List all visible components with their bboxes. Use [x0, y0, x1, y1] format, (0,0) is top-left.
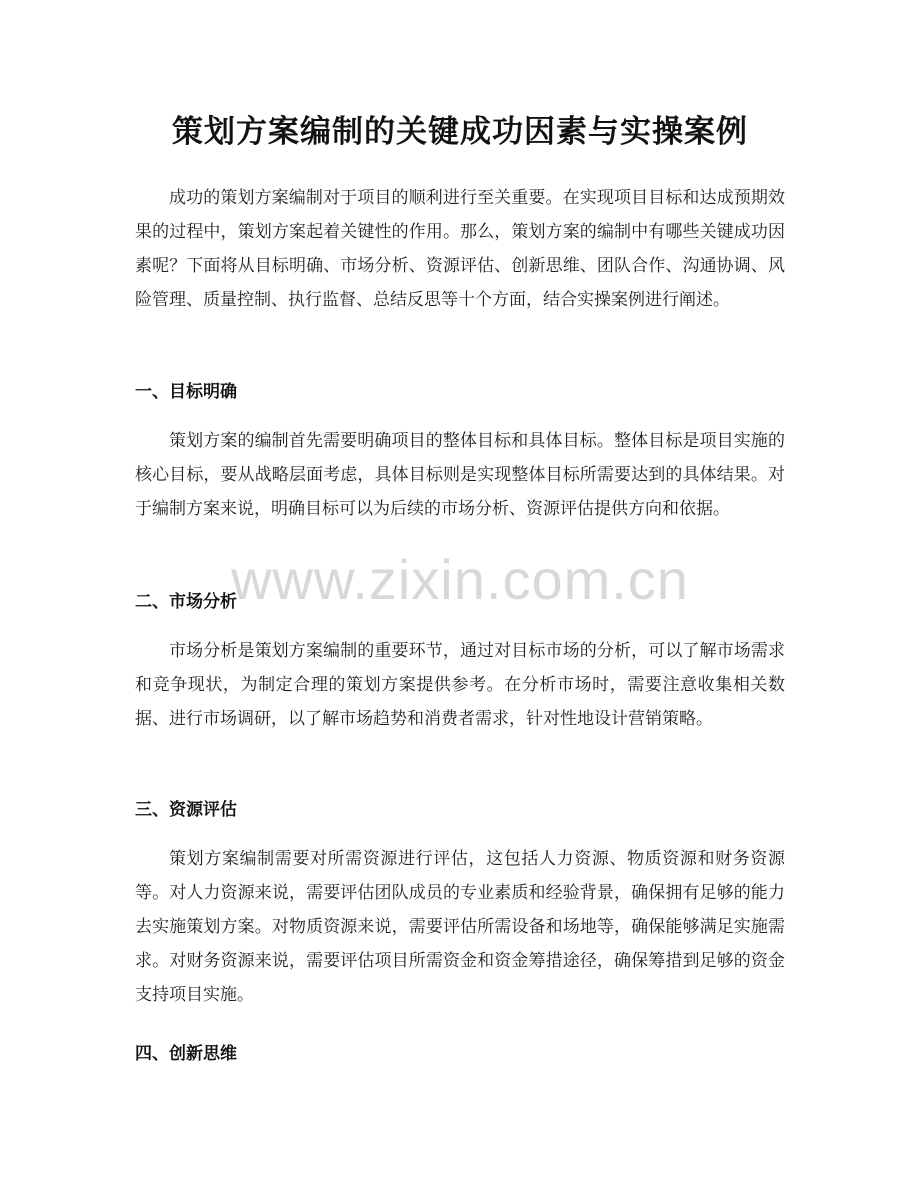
watermark: www.zixin.com.cn	[231, 548, 689, 611]
section-heading-innovation: 四、创新思维	[135, 1044, 237, 1064]
section-body-market: 市场分析是策划方案编制的重要环节，通过对目标市场的分析，可以了解市场需求和竞争现状，为制定合理的策划方案提供参考。在分析市场时，需要注意收集相关数据、进行市场调研，以了解市场趋势和消费者需求，针对性地设计营销策略。	[135, 641, 785, 729]
intro-paragraph: 成功的策划方案编制对于项目的顺利进行至关重要。在实现项目目标和达成预期效果的过程中，策划方案起着关键性的作用。那么，策划方案的编制中有哪些关键成功因素呢？下面将从目标明确、市场分析、资源评估、创新思维、团队合作、沟通协调、风险管理、质量控制、执行监督、总结反思等十个方面，结合实操案例进行阐述。	[135, 188, 785, 310]
section-heading-goals: 一、目标明确	[135, 382, 237, 402]
section-body-resources: 策划方案编制需要对所需资源进行评估，这包括人力资源、物质资源和财务资源等。对人力资源来说，需要评估团队成员的专业素质和经验背景，确保拥有足够的能力去实施策划方案。对物质资源来说，需要评估所需设备和场地等，确保能够满足实施需求。对财务资源来说，需要评估项目所需资金和资金筹措途径，确保筹措到足够的资金支持项目实施。	[135, 849, 785, 1005]
section-body-goals: 策划方案的编制首先需要明确项目的整体目标和具体目标。整体目标是项目实施的核心目标，要从战略层面考虑，具体目标则是实现整体目标所需要达到的具体结果。对于编制方案来说，明确目标可以为后续的市场分析、资源评估提供方向和依据。	[135, 431, 785, 519]
section-heading-market: 二、市场分析	[135, 592, 237, 612]
section-heading-resources: 三、资源评估	[135, 800, 237, 820]
document-title: 策划方案编制的关键成功因素与实操案例	[172, 114, 748, 150]
